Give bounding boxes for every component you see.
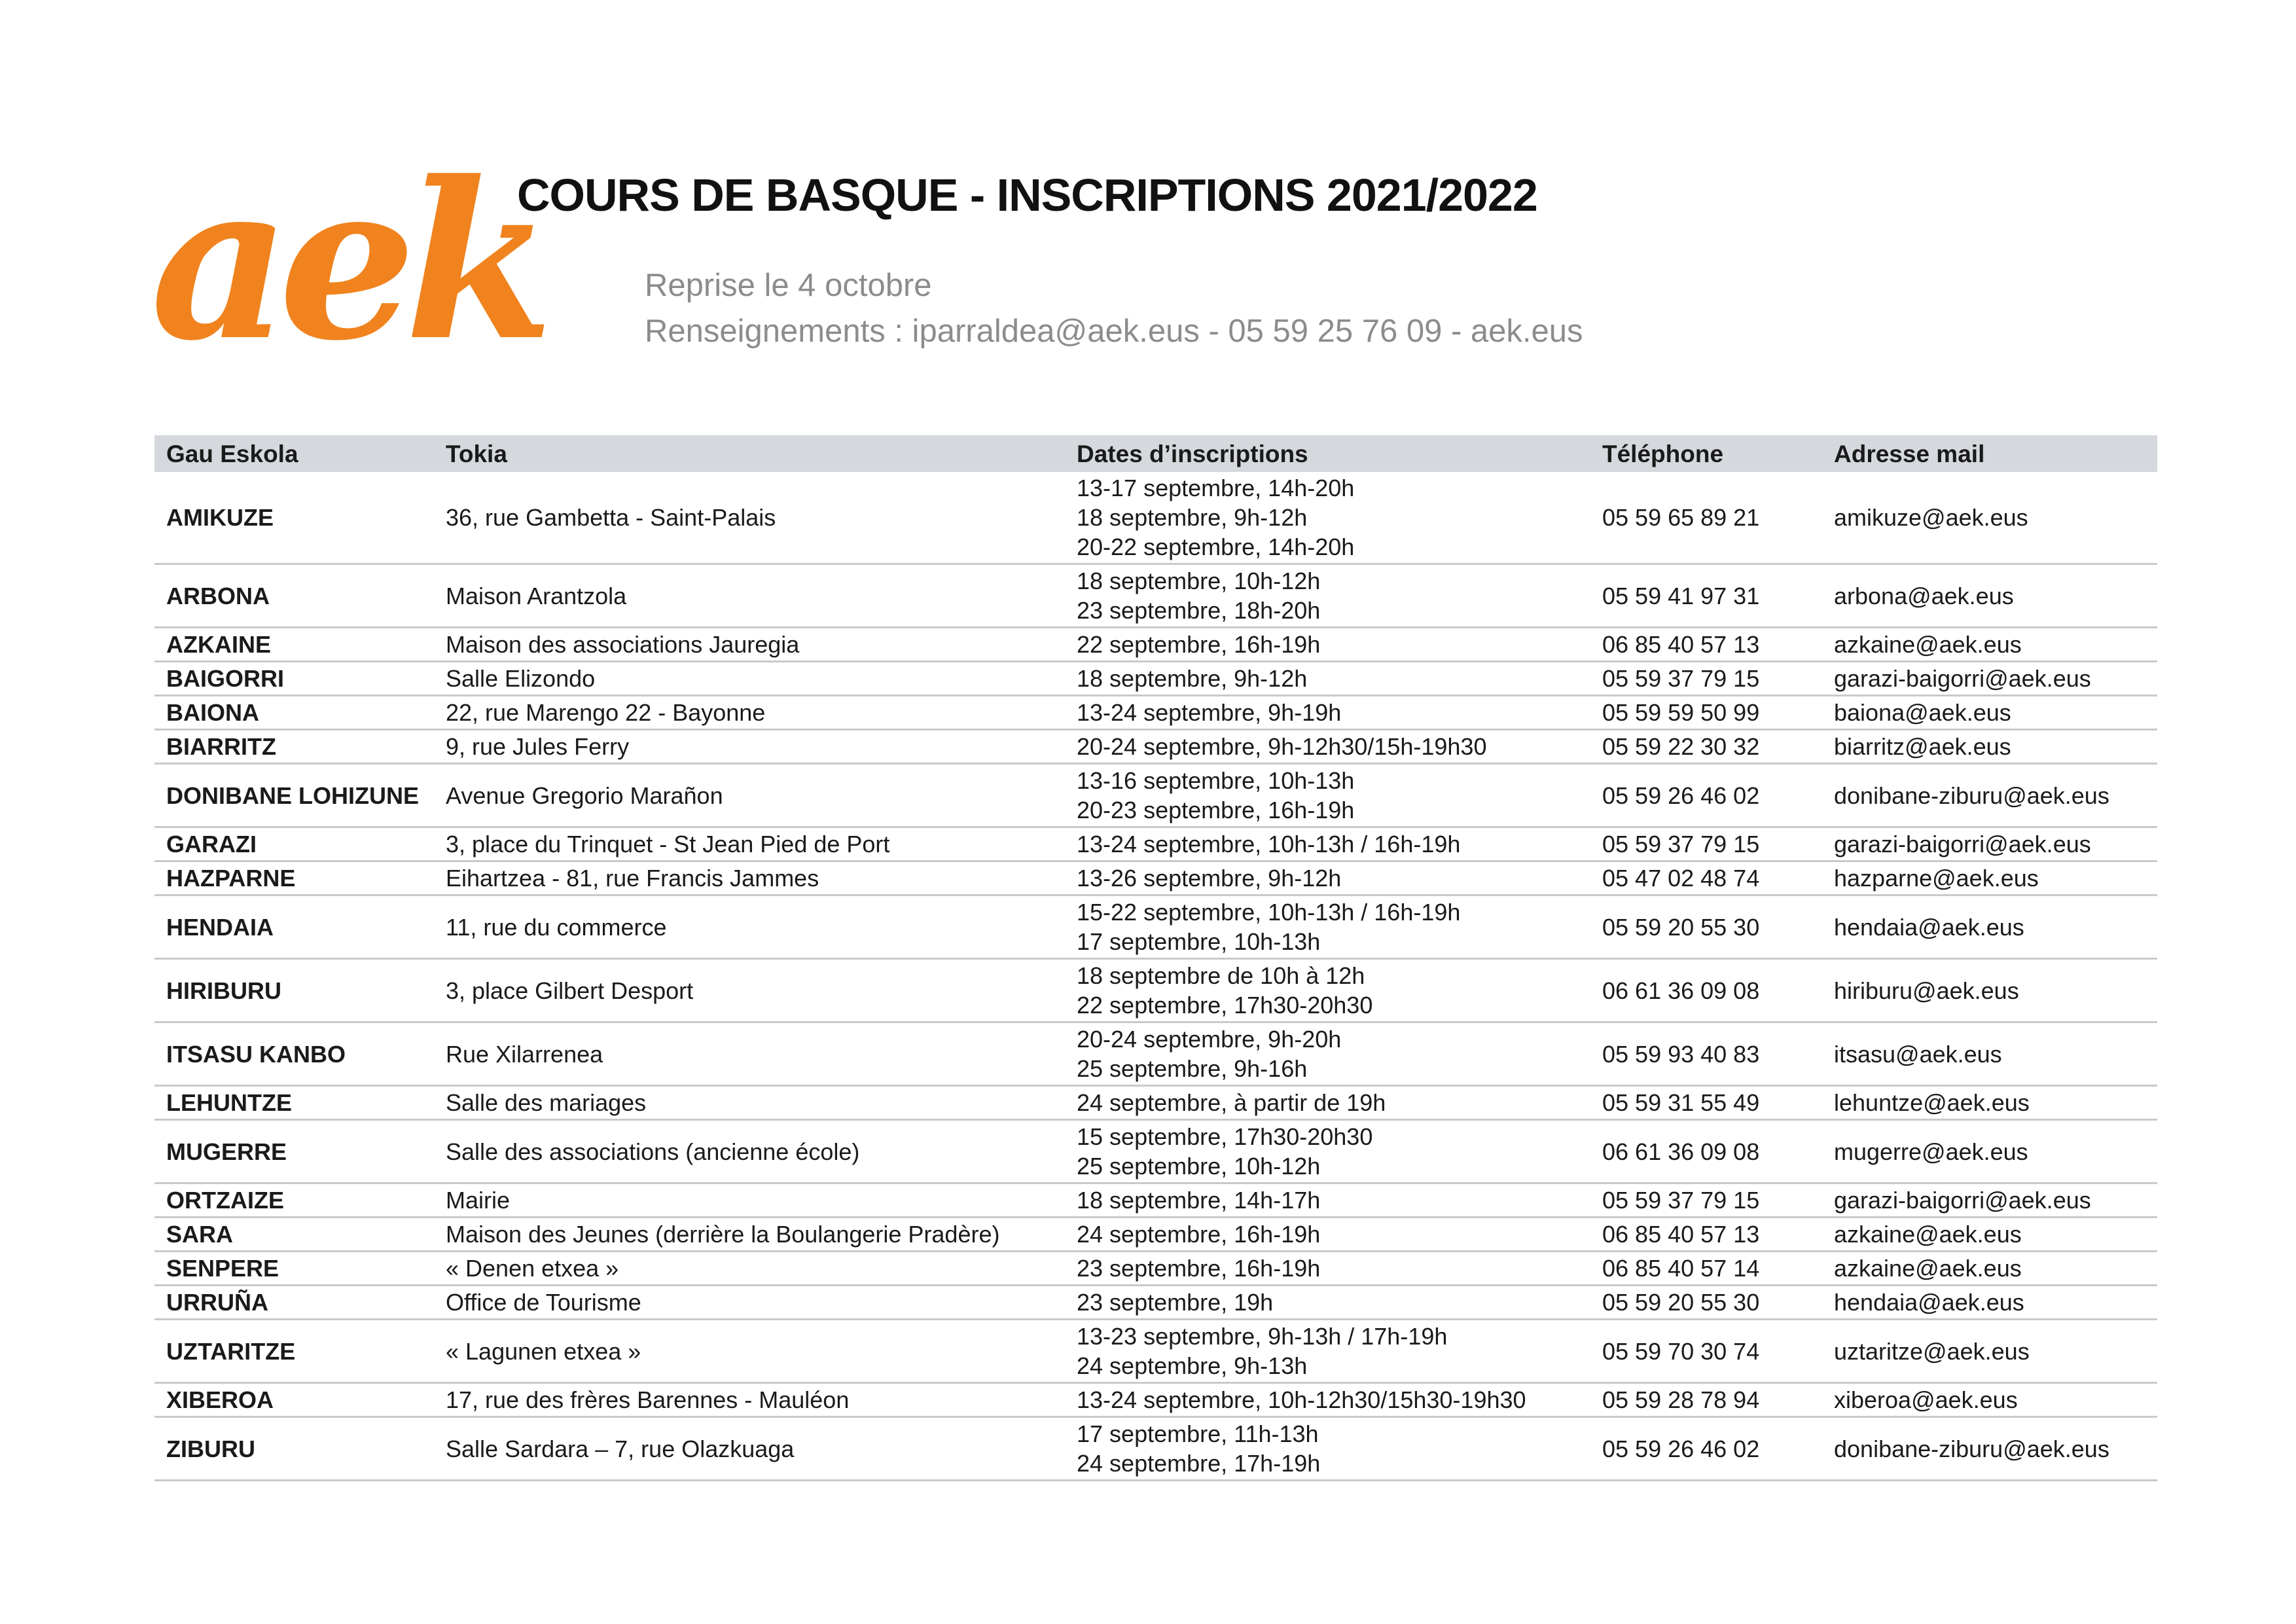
phone-number: 05 59 28 78 94	[1590, 1383, 1822, 1417]
table-row	[154, 959, 2157, 1022]
table-row	[154, 827, 2157, 861]
email-address: hazparne@aek.eus	[1822, 861, 2157, 895]
phone-number: 05 59 22 30 32	[1590, 730, 1822, 764]
phone-number: 05 59 26 46 02	[1590, 764, 1822, 827]
email-address: azkaine@aek.eus	[1822, 1218, 2157, 1252]
date-line: 24 septembre, 17h-19h	[1077, 1450, 1321, 1477]
phone-number: 05 59 59 50 99	[1590, 696, 1822, 730]
school-name: UZTARITZE	[154, 1320, 434, 1383]
email-address: hiriburu@aek.eus	[1822, 959, 2157, 1022]
date-line: 18 septembre, 9h-12h	[1077, 504, 1308, 531]
table-row	[154, 1120, 2157, 1183]
date-line: 17 septembre, 10h-13h	[1077, 928, 1321, 955]
phone-number: 06 85 40 57 14	[1590, 1252, 1822, 1286]
location: Office de Tourisme	[434, 1286, 1065, 1320]
school-name: DONIBANE LOHIZUNE	[154, 764, 434, 827]
registration-dates	[1065, 1383, 1590, 1417]
registration-dates	[1065, 1218, 1590, 1252]
location: Avenue Gregorio Marañon	[434, 764, 1065, 827]
phone-number: 05 59 93 40 83	[1590, 1022, 1822, 1086]
table-row	[154, 861, 2157, 895]
school-name: MUGERRE	[154, 1120, 434, 1183]
location: Eihartzea - 81, rue Francis Jammes	[434, 861, 1065, 895]
table-row	[154, 730, 2157, 764]
table-row	[154, 662, 2157, 696]
table-row	[154, 472, 2157, 564]
table-row	[154, 1383, 2157, 1417]
location: Salle des mariages	[434, 1086, 1065, 1120]
phone-number: 05 59 20 55 30	[1590, 895, 1822, 959]
email-address: baiona@aek.eus	[1822, 696, 2157, 730]
table-row	[154, 895, 2157, 959]
phone-number: 05 59 26 46 02	[1590, 1417, 1822, 1481]
email-address: garazi-baigorri@aek.eus	[1822, 1183, 2157, 1218]
registration-dates	[1065, 1120, 1590, 1183]
phone-number: 05 59 37 79 15	[1590, 827, 1822, 861]
table-row	[154, 764, 2157, 827]
registration-dates	[1065, 662, 1590, 696]
registration-dates	[1065, 564, 1590, 628]
registration-dates	[1065, 1320, 1590, 1383]
school-name: URRUÑA	[154, 1286, 434, 1320]
email-address: donibane-ziburu@aek.eus	[1822, 1417, 2157, 1481]
header-telephone: Téléphone	[1590, 435, 1822, 472]
school-name: XIBEROA	[154, 1383, 434, 1417]
date-line: 13-26 septembre, 9h-12h	[1077, 865, 1342, 892]
school-name: HENDAIA	[154, 895, 434, 959]
table-row	[154, 1320, 2157, 1383]
school-name: BAIGORRI	[154, 662, 434, 696]
school-name: AMIKUZE	[154, 472, 434, 564]
location: Maison des associations Jauregia	[434, 628, 1065, 662]
location: 22, rue Marengo 22 - Bayonne	[434, 696, 1065, 730]
date-line: 13-16 septembre, 10h-13h	[1077, 767, 1355, 794]
table-row	[154, 1218, 2157, 1252]
date-line: 23 septembre, 18h-20h	[1077, 597, 1321, 624]
table-row	[154, 628, 2157, 662]
school-name: SARA	[154, 1218, 434, 1252]
school-name: BAIONA	[154, 696, 434, 730]
email-address: donibane-ziburu@aek.eus	[1822, 764, 2157, 827]
location: 9, rue Jules Ferry	[434, 730, 1065, 764]
location: Salle Elizondo	[434, 662, 1065, 696]
location: 3, place Gilbert Desport	[434, 959, 1065, 1022]
aek-logo	[151, 134, 543, 388]
location: 36, rue Gambetta - Saint-Palais	[434, 472, 1065, 564]
phone-number: 06 85 40 57 13	[1590, 1218, 1822, 1252]
location: Maison des Jeunes (derrière la Boulangerie Pradère)	[434, 1218, 1065, 1252]
registration-dates	[1065, 895, 1590, 959]
phone-number: 05 59 70 30 74	[1590, 1320, 1822, 1383]
school-name: GARAZI	[154, 827, 434, 861]
phone-number: 05 59 41 97 31	[1590, 564, 1822, 628]
school-name: ORTZAIZE	[154, 1183, 434, 1218]
date-line: 13-24 septembre, 9h-19h	[1077, 699, 1342, 726]
registration-dates	[1065, 959, 1590, 1022]
email-address: biarritz@aek.eus	[1822, 730, 2157, 764]
date-line: 13-24 septembre, 10h-13h / 16h-19h	[1077, 831, 1461, 857]
date-line: 13-24 septembre, 10h-12h30/15h30-19h30	[1077, 1386, 1526, 1413]
contact-info: Renseignements : iparraldea@aek.eus - 05 59 25 76 09 - aek.eus	[645, 314, 1583, 349]
email-address: azkaine@aek.eus	[1822, 628, 2157, 662]
registration-dates	[1065, 827, 1590, 861]
email-address: garazi-baigorri@aek.eus	[1822, 827, 2157, 861]
header-tokia: Tokia	[434, 435, 1065, 472]
table-row	[154, 1183, 2157, 1218]
email-address: amikuze@aek.eus	[1822, 472, 2157, 564]
email-address: azkaine@aek.eus	[1822, 1252, 2157, 1286]
table-row	[154, 1286, 2157, 1320]
school-name: ZIBURU	[154, 1417, 434, 1481]
phone-number: 05 59 37 79 15	[1590, 662, 1822, 696]
date-line: 13-17 septembre, 14h-20h	[1077, 475, 1355, 501]
school-name: AZKAINE	[154, 628, 434, 662]
email-address: hendaia@aek.eus	[1822, 1286, 2157, 1320]
phone-number: 05 47 02 48 74	[1590, 861, 1822, 895]
date-line: 20-22 septembre, 14h-20h	[1077, 533, 1355, 560]
location: Mairie	[434, 1183, 1065, 1218]
date-line: 20-24 septembre, 9h-12h30/15h-19h30	[1077, 733, 1487, 760]
email-address: garazi-baigorri@aek.eus	[1822, 662, 2157, 696]
registration-dates	[1065, 861, 1590, 895]
date-line: 24 septembre, à partir de 19h	[1077, 1089, 1386, 1116]
location: Rue Xilarrenea	[434, 1022, 1065, 1086]
email-address: hendaia@aek.eus	[1822, 895, 2157, 959]
table-row	[154, 1417, 2157, 1481]
table-header-row	[154, 435, 2157, 472]
table-row	[154, 564, 2157, 628]
phone-number: 05 59 31 55 49	[1590, 1086, 1822, 1120]
school-name: LEHUNTZE	[154, 1086, 434, 1120]
school-name: ITSASU KANBO	[154, 1022, 434, 1086]
school-name: ARBONA	[154, 564, 434, 628]
date-line: 23 septembre, 19h	[1077, 1289, 1274, 1316]
registration-dates	[1065, 1086, 1590, 1120]
location: « Lagunen etxea »	[434, 1320, 1065, 1383]
table-row	[154, 1086, 2157, 1120]
table-row	[154, 696, 2157, 730]
registration-table	[154, 435, 2157, 1481]
school-name: SENPERE	[154, 1252, 434, 1286]
email-address: itsasu@aek.eus	[1822, 1022, 2157, 1086]
date-line: 25 septembre, 9h-16h	[1077, 1055, 1308, 1082]
email-address: xiberoa@aek.eus	[1822, 1383, 2157, 1417]
location: Salle des associations (ancienne école)	[434, 1120, 1065, 1183]
date-line: 15 septembre, 17h30-20h30	[1077, 1123, 1373, 1150]
phone-number: 06 85 40 57 13	[1590, 628, 1822, 662]
phone-number: 05 59 37 79 15	[1590, 1183, 1822, 1218]
reprise-date: Reprise le 4 octobre	[645, 268, 932, 303]
phone-number: 05 59 65 89 21	[1590, 472, 1822, 564]
phone-number: 05 59 20 55 30	[1590, 1286, 1822, 1320]
date-line: 20-23 septembre, 16h-19h	[1077, 797, 1355, 823]
date-line: 25 septembre, 10h-12h	[1077, 1153, 1321, 1180]
registration-dates	[1065, 1417, 1590, 1481]
table-row	[154, 1252, 2157, 1286]
email-address: mugerre@aek.eus	[1822, 1120, 2157, 1183]
header-email: Adresse mail	[1822, 435, 2157, 472]
date-line: 18 septembre, 14h-17h	[1077, 1187, 1321, 1214]
date-line: 22 septembre, 17h30-20h30	[1077, 992, 1373, 1019]
registration-dates	[1065, 628, 1590, 662]
registration-dates	[1065, 472, 1590, 564]
school-name: HIRIBURU	[154, 959, 434, 1022]
email-address: arbona@aek.eus	[1822, 564, 2157, 628]
date-line: 18 septembre, 10h-12h	[1077, 568, 1321, 594]
registration-dates	[1065, 730, 1590, 764]
date-line: 23 septembre, 16h-19h	[1077, 1255, 1321, 1282]
location: 11, rue du commerce	[434, 895, 1065, 959]
date-line: 15-22 septembre, 10h-13h / 16h-19h	[1077, 899, 1461, 926]
location: 3, place du Trinquet - St Jean Pied de Port	[434, 827, 1065, 861]
date-line: 24 septembre, 9h-13h	[1077, 1352, 1308, 1379]
location: Maison Arantzola	[434, 564, 1065, 628]
email-address: uztaritze@aek.eus	[1822, 1320, 2157, 1383]
aek-logo-text: aek	[151, 134, 543, 388]
date-line: 20-24 septembre, 9h-20h	[1077, 1026, 1342, 1053]
phone-number: 06 61 36 09 08	[1590, 1120, 1822, 1183]
location: « Denen etxea »	[434, 1252, 1065, 1286]
email-address: lehuntze@aek.eus	[1822, 1086, 2157, 1120]
registration-dates	[1065, 1022, 1590, 1086]
registration-dates	[1065, 1252, 1590, 1286]
table-row	[154, 1022, 2157, 1086]
header-dates: Dates d’inscriptions	[1065, 435, 1590, 472]
page-title: COURS DE BASQUE - INSCRIPTIONS 2021/2022	[517, 170, 1537, 221]
date-line: 13-23 septembre, 9h-13h / 17h-19h	[1077, 1323, 1448, 1350]
registration-dates	[1065, 1286, 1590, 1320]
location: 17, rue des frères Barennes - Mauléon	[434, 1383, 1065, 1417]
phone-number: 06 61 36 09 08	[1590, 959, 1822, 1022]
date-line: 18 septembre, 9h-12h	[1077, 665, 1308, 692]
date-line: 17 septembre, 11h-13h	[1077, 1420, 1319, 1447]
date-line: 22 septembre, 16h-19h	[1077, 631, 1321, 658]
registration-dates	[1065, 764, 1590, 827]
school-name: BIARRITZ	[154, 730, 434, 764]
registration-dates	[1065, 696, 1590, 730]
school-name: HAZPARNE	[154, 861, 434, 895]
date-line: 24 septembre, 16h-19h	[1077, 1221, 1321, 1248]
registration-dates	[1065, 1183, 1590, 1218]
header-gau-eskola: Gau Eskola	[154, 435, 434, 472]
date-line: 18 septembre de 10h à 12h	[1077, 962, 1365, 989]
location: Salle Sardara – 7, rue Olazkuaga	[434, 1417, 1065, 1481]
